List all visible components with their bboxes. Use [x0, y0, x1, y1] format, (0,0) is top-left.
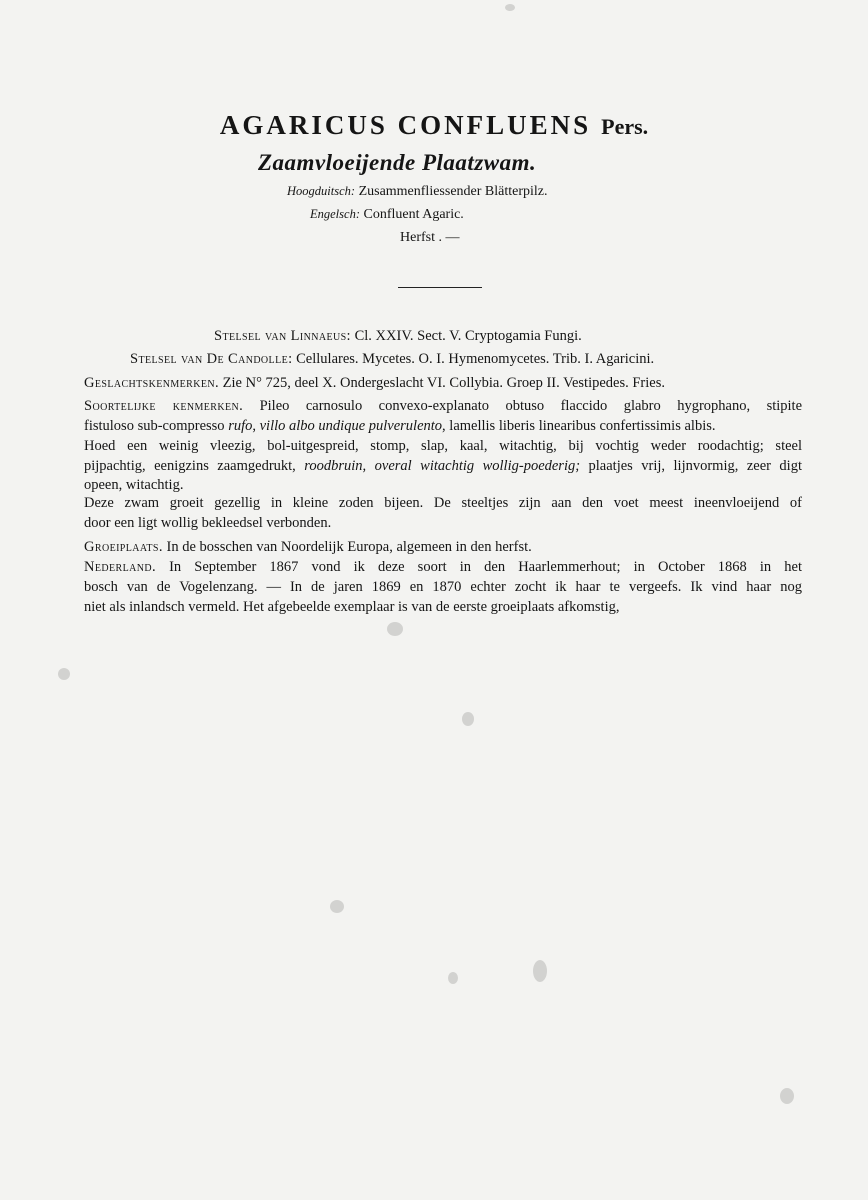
paper-speck: [462, 712, 474, 726]
german-key: Hoogduitsch:: [287, 184, 356, 198]
english-name-line: [310, 207, 464, 223]
candolle-system-line: [130, 351, 654, 368]
species-text-2e: , lamellis liberis linearibus confertissimis albis.: [442, 418, 716, 434]
dutch-name: Zaamvloeijende Plaatzwam.: [258, 150, 537, 175]
author-abbreviation: Pers.: [601, 114, 649, 139]
paper-speck: [448, 972, 458, 984]
species-text-2b: rufo: [228, 418, 253, 434]
netherlands-label: Nederland.: [84, 559, 156, 575]
genus-label: Geslachtskenmerken.: [84, 375, 220, 391]
habitat-line: [84, 539, 532, 556]
netherlands-text-1: In September 1867 vond ik deze soort in den Haarlemmerhout; in October 1868 in het: [169, 559, 802, 575]
species-characters-line-1: [84, 398, 802, 415]
netherlands-line-2: bosch van de Vogelenzang. — In de jaren 1869 en 1870 echter zocht ik haar te vergeefs. Ik vind haar nog: [84, 579, 802, 595]
species-text-2d: villo albo undique pulverulento: [259, 418, 443, 434]
linnaeus-system-line: [214, 328, 582, 345]
english-key: Engelsch:: [310, 207, 360, 221]
growth-line-2: door een ligt wollig bekleedsel verbonden.: [84, 515, 332, 531]
netherlands-line-3: niet als inlandsch vermeld. Het afgebeelde exemplaar is van de eerste groeiplaats afkomstig,: [84, 599, 620, 615]
species-characters-line-2: [84, 418, 716, 435]
genus-characters-line: [84, 375, 665, 392]
genus-text: Zie N° 725, deel X. Ondergeslacht VI. Collybia. Groep II. Vestipedes. Fries.: [222, 375, 665, 391]
linnaeus-label: Stelsel van Linnaeus:: [214, 328, 351, 344]
german-name: Zusammenfliessender Blätterpilz.: [358, 184, 548, 199]
paper-speck: [330, 900, 344, 913]
description-line-1: Hoed een weinig vleezig, bol-uitgespreid, stomp, slap, kaal, witachtig, bij vochtig weder roodachtig; steel: [84, 438, 802, 454]
paper-speck: [58, 668, 70, 680]
description-text-2c: plaatjes vrij, lijnvormig, zeer digt: [580, 458, 802, 474]
growth-line-1: Deze zwam groeit gezellig in kleine zoden bijeen. De steeltjes zijn aan den voet meest ineenvloeijend of: [84, 495, 802, 511]
species-label: Soortelijke kenmerken.: [84, 398, 244, 414]
english-name: Confluent Agaric.: [363, 207, 464, 222]
habitat-label: Groeiplaats.: [84, 539, 163, 555]
description-line-2: [84, 458, 802, 475]
description-text-2a: pijpachtig, eenigzins zaamgedrukt,: [84, 458, 305, 474]
season: Herfst . —: [400, 230, 460, 245]
netherlands-line-1: [84, 559, 802, 576]
latin-name: AGARICUS CONFLUENS: [219, 110, 592, 140]
species-text-2a: fistuloso sub-compresso: [84, 418, 229, 434]
description-line-3: opeen, witachtig.: [84, 477, 184, 493]
paper-speck: [505, 4, 515, 11]
candolle-label: Stelsel van De Candolle:: [130, 351, 293, 367]
linnaeus-text: Cl. XXIV. Sect. V. Cryptogamia Fungi.: [354, 328, 582, 344]
paper-speck: [387, 622, 403, 636]
description-text-2b: roodbruin, overal witachtig wollig-poederig;: [304, 458, 581, 474]
paper-speck: [533, 960, 547, 982]
species-text-2c: ,: [252, 418, 260, 434]
paper-speck: [780, 1088, 794, 1104]
german-name-line: [287, 184, 548, 200]
habitat-text: In de bosschen van Noordelijk Europa, algemeen in den herfst.: [166, 539, 532, 555]
candolle-text: Cellulares. Mycetes. O. I. Hymenomycetes. Trib. I. Agaricini.: [296, 351, 655, 367]
section-divider: [398, 287, 482, 288]
species-title: [0, 110, 868, 141]
species-text-1: Pileo carnosulo convexo-explanato obtuso flaccido glabro hygrophano, stipite: [259, 398, 803, 414]
